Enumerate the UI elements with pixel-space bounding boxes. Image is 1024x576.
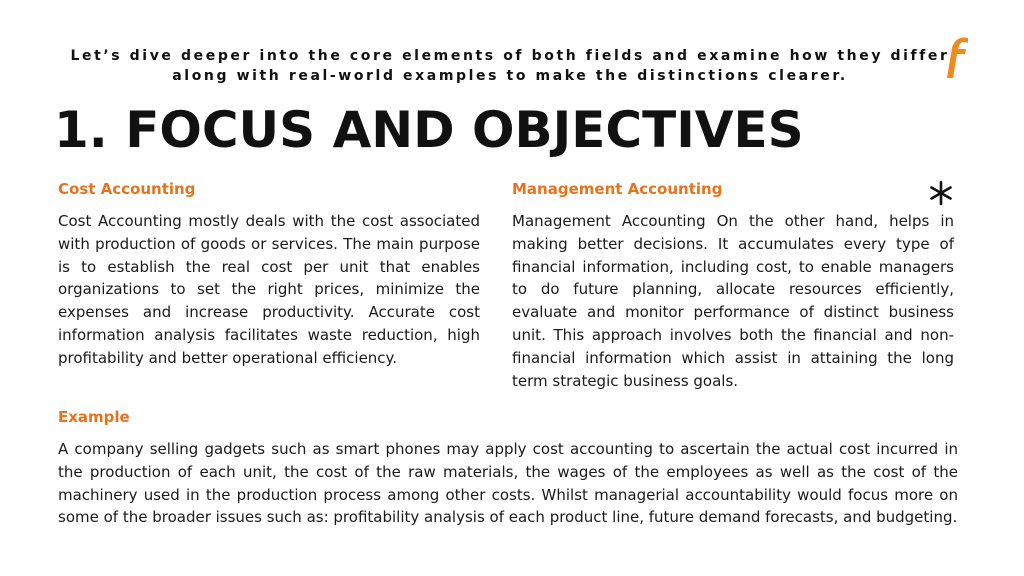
cost-accounting-heading: Cost Accounting [58,180,196,198]
asterisk-icon [928,180,954,206]
management-accounting-paragraph: Management Accounting On the other hand, helps in making better decisions. It accumulates every type of financial information, including cost, to enable managers to do future planning, allocate resources efficiently, evaluate and monitor performance of distinct business unit. This approach involves both the financial and non-financial information which assist in attaining the long term strategic business goals. [512,212,954,390]
example-heading: Example [58,408,130,426]
page-title: 1. FOCUS AND OBJECTIVES [54,101,804,159]
cost-accounting-paragraph: Cost Accounting mostly deals with the cost associated with production of goods or services. The main purpose is to establish the real cost per unit that enables organizations to set the right prices, minimize the expenses and increase productivity. Accurate cost information analysis facilitates waste reduction, high profitability and better operational efficiency. [58,212,480,367]
management-accounting-heading: Management Accounting [512,180,723,198]
example-paragraph: A company selling gadgets such as smart phones may apply cost accounting to ascertain the actual cost incurred in the production of each unit, the cost of the raw materials, the wages of the employees as well as the cost of the machinery used in the production process among other costs. Whilst managerial accountability would focus more on some of the broader issues such as: profitability analysis of each product line, future demand forecasts, and budgeting. [58,440,958,527]
brand-logo-icon [938,34,974,82]
intro-text: Let’s dive deeper into the core elements of both fields and examine how they differ along with real-world examples to make the distinctions clearer. [70,48,950,84]
